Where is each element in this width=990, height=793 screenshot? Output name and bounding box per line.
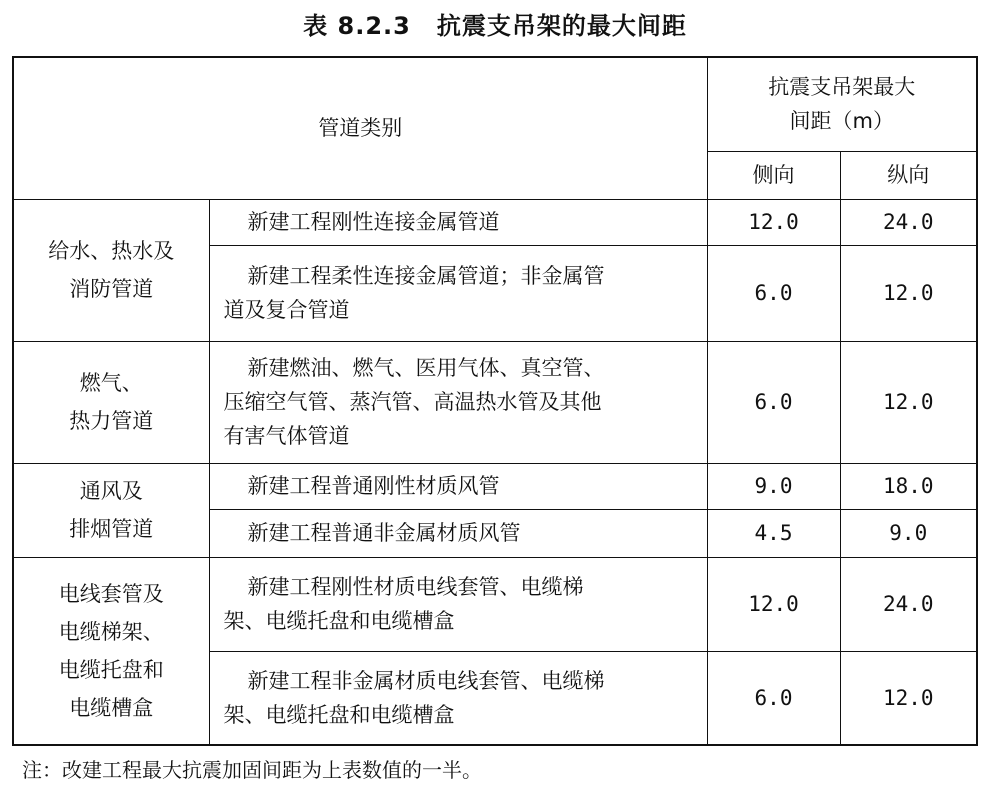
category-line: 电缆槽盒 bbox=[69, 695, 154, 720]
description-line: 新建工程刚性材质电线套管、电缆梯 bbox=[247, 575, 584, 599]
category-line: 给水、热水及 bbox=[48, 239, 175, 263]
category-line: 排烟管道 bbox=[69, 517, 154, 541]
spacing-table bbox=[12, 56, 978, 746]
category-cell bbox=[13, 557, 209, 745]
description-line: 架、电缆托盘和电缆槽盒 bbox=[223, 609, 455, 633]
table-title bbox=[0, 4, 990, 48]
lateral-value: 4.5 bbox=[707, 509, 840, 557]
lateral-value: 9.0 bbox=[707, 463, 840, 509]
lateral-value: 6.0 bbox=[707, 245, 840, 341]
pipe-description bbox=[209, 245, 707, 341]
description-line: 新建燃油、燃气、医用气体、真空管、 bbox=[247, 356, 605, 380]
header-max-spacing bbox=[707, 57, 977, 151]
longitudinal-value: 18.0 bbox=[840, 463, 977, 509]
longitudinal-value: 24.0 bbox=[840, 199, 977, 245]
description-line: 架、电缆托盘和电缆槽盒 bbox=[223, 702, 455, 727]
longitudinal-value: 24.0 bbox=[840, 557, 977, 651]
lateral-value: 12.0 bbox=[707, 199, 840, 245]
category-line: 通风及 bbox=[79, 479, 143, 503]
category-cell bbox=[13, 341, 209, 463]
longitudinal-value: 9.0 bbox=[840, 509, 977, 557]
description-line: 新建工程普通非金属材质风管 bbox=[247, 521, 521, 545]
table-note: 注：改建工程最大抗震加固间距为上表数值的一半。 bbox=[22, 758, 482, 782]
description-line: 道及复合管道 bbox=[223, 298, 350, 322]
lateral-value: 6.0 bbox=[707, 651, 840, 745]
category-line: 消防管道 bbox=[69, 277, 154, 301]
description-line: 新建工程非金属材质电线套管、电缆梯 bbox=[247, 668, 605, 693]
longitudinal-value: 12.0 bbox=[840, 245, 977, 341]
header-max-spacing-line1: 抗震支吊架最大 bbox=[768, 75, 916, 100]
pipe-description bbox=[209, 557, 707, 651]
description-line: 压缩空气管、蒸汽管、高温热水管及其他 bbox=[223, 390, 602, 414]
category-cell bbox=[13, 463, 209, 557]
category-line: 电线套管及 bbox=[58, 581, 164, 606]
table-row bbox=[13, 463, 977, 509]
longitudinal-value: 12.0 bbox=[840, 651, 977, 745]
header-lateral: 侧向 bbox=[707, 151, 840, 199]
table-number: 表 8.2.3 bbox=[303, 12, 411, 40]
pipe-description bbox=[209, 463, 707, 509]
table-row bbox=[13, 557, 977, 651]
header-longitudinal: 纵向 bbox=[840, 151, 977, 199]
table-row bbox=[13, 341, 977, 463]
category-line: 热力管道 bbox=[69, 409, 154, 433]
table-title-text: 抗震支吊架的最大间距 bbox=[436, 12, 687, 40]
lateral-value: 6.0 bbox=[707, 341, 840, 463]
category-cell bbox=[13, 199, 209, 341]
category-line: 电缆托盘和 bbox=[58, 657, 164, 682]
header-pipe-type: 管道类别 bbox=[13, 57, 707, 199]
category-line: 燃气、 bbox=[79, 371, 143, 395]
lateral-value: 12.0 bbox=[707, 557, 840, 651]
pipe-description bbox=[209, 509, 707, 557]
header-row bbox=[13, 57, 977, 151]
pipe-description bbox=[209, 199, 707, 245]
table-row bbox=[13, 199, 977, 245]
description-line: 新建工程柔性连接金属管道；非金属管 bbox=[247, 264, 605, 288]
pipe-description bbox=[209, 651, 707, 745]
description-line: 新建工程普通刚性材质风管 bbox=[247, 474, 500, 498]
header-max-spacing-line2: 间距（m） bbox=[789, 109, 894, 134]
pipe-description bbox=[209, 341, 707, 463]
longitudinal-value: 12.0 bbox=[840, 341, 977, 463]
category-line: 电缆梯架、 bbox=[58, 619, 164, 644]
description-line: 有害气体管道 bbox=[223, 424, 350, 448]
description-line: 新建工程刚性连接金属管道 bbox=[247, 210, 500, 234]
